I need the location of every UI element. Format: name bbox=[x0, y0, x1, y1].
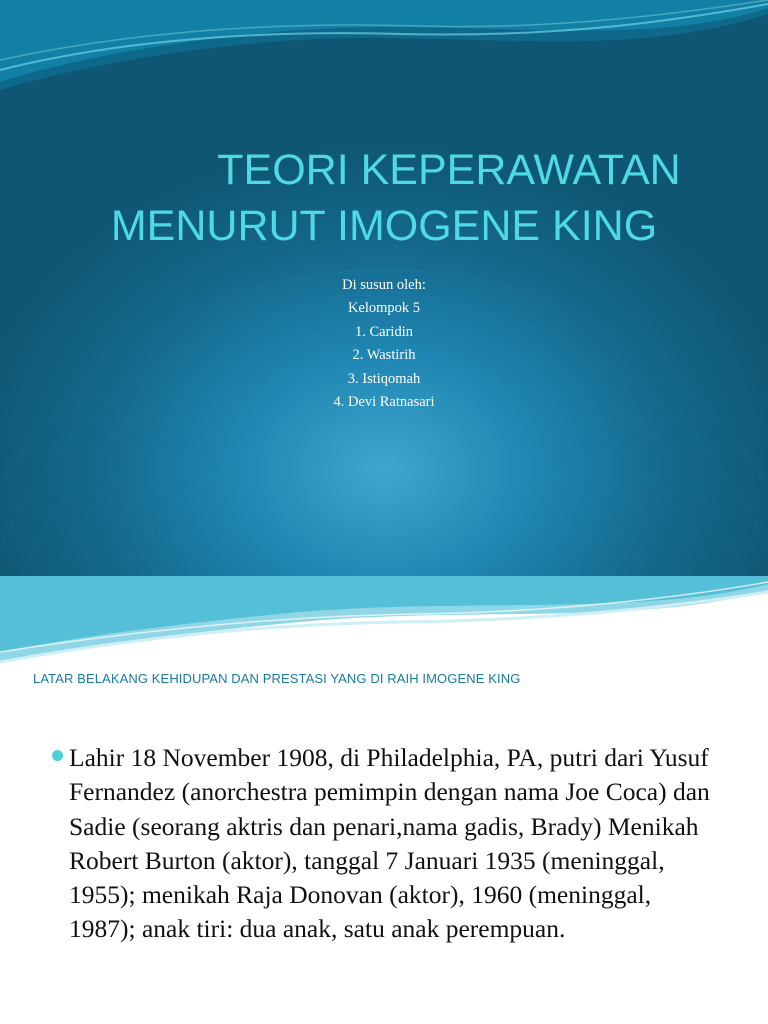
list-item bbox=[52, 741, 722, 947]
top-wave-decoration bbox=[0, 576, 768, 666]
top-wave-decoration bbox=[0, 0, 768, 90]
author-item: 1. Caridin bbox=[355, 323, 413, 340]
author-item: 2. Wastirih bbox=[352, 347, 416, 364]
author-list bbox=[0, 274, 768, 414]
bullet-icon bbox=[52, 750, 63, 761]
title-line-1: TEORI KEPERAWATAN bbox=[217, 146, 681, 194]
title-line-2: MENURUT IMOGENE KING bbox=[110, 202, 658, 250]
bullet-text: Lahir 18 November 1908, di Philadelphia, PA, putri dari Yusuf Fernandez (anorchestra pemimpin dengan nama Joe Coca) dan Sadie (seorang aktris dan penari,nama gadis, Brady) Menikah Robert Burton (aktor), tanggal 7 Januari 1935 (meninggal, 1955); menikah Raja Donovan (aktor), 1960 (meninggal, 1987); anak tiri: dua anak, satu anak perempuan. bbox=[69, 743, 710, 944]
author-item: 4. Devi Ratnasari bbox=[333, 394, 435, 411]
author-list-intro: Di susun oleh: bbox=[342, 277, 426, 293]
section-heading: LATAR BELAKANG KEHIDUPAN DAN PRESTASI YANG DI RAIH IMOGENE KING bbox=[33, 671, 521, 686]
slide-title bbox=[0, 142, 768, 254]
content-slide bbox=[0, 576, 768, 1024]
group-name: Kelompok 5 bbox=[347, 300, 421, 317]
author-item: 3. Istiqomah bbox=[347, 370, 421, 387]
